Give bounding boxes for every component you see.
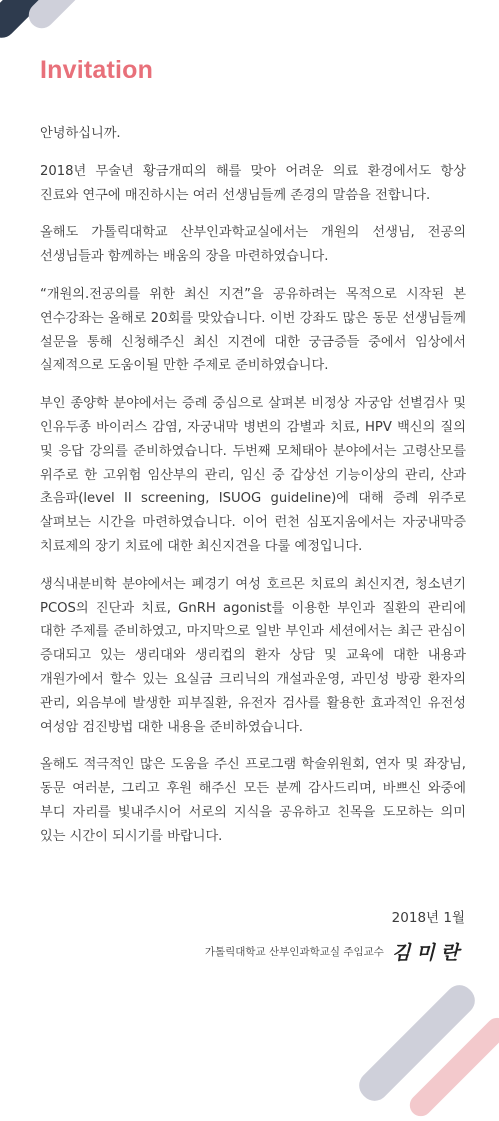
handwritten-signature: 김미란 (391, 942, 465, 964)
letter-date: 2018년 1월 (391, 910, 465, 926)
signature-block (205, 938, 465, 965)
page-title: Invitation (40, 56, 154, 84)
paragraph-gynecologic-oncology: 부인 종양학 분야에서는 증례 중심으로 살펴본 비정상 자궁암 선별검사 및 인유두종 바이러스 감염, 자궁내막 병변의 감별과 치료, HPV 백신의 질의 및 응답 강의를 준비하였습니다. 두번째 모체태아 분야에서는 고령산모를 위주로 한 고위험 임산부의 관리, 임신 중 갑상선 기능이상의 관리, 산과 초음파(level II screening, ISUOG guideline)에 대해 증례 위주로 살펴보는 시간을 마련하였습니다. 이어 런천 심포지움에서는 자궁내막증 치료제의 장기 치료에 대한 최신지견을 다룰 예정입니다. (40, 396, 466, 554)
greeting: 안녕하십니까. (40, 126, 121, 141)
decorative-stripe-light (23, 0, 126, 34)
letter-body (40, 122, 466, 863)
affiliation-title: 가톨릭대학교 산부인과학교실 주임교수 (204, 946, 384, 958)
paragraph-closing: 올해도 적극적인 많은 도움을 주신 프로그램 학술위원회, 연자 및 좌장님, 동문 여러분, 그리고 후원 해주신 모든 분께 감사드리며, 바쁘신 와중에 부디 자리를 빛내주시어 서로의 지식을 공유하고 친목을 도모하는 의미 있는 시간이 되시기를 바랍니다. (40, 757, 466, 844)
paragraph-intro: 2018년 무술년 황금개띠의 해를 맞아 어려운 의료 환경에서도 항상 진료와 연구에 매진하시는 여러 선생님들께 존경의 말씀을 전합니다. (40, 163, 466, 203)
decorative-stripe-grey (353, 979, 480, 1106)
paragraph-department: 올해도 가톨릭대학교 산부인과학교실에서는 개원의 선생님, 전공의 선생님들과 함께하는 배움의 장을 마련하였습니다. (40, 225, 466, 265)
paragraph-reproductive-endocrinology: 생식내분비학 분야에서는 폐경기 여성 호르몬 치료의 최신지견, 청소년기 PCOS의 진단과 치료, GnRH agonist를 이용한 부인과 질환의 관리에 대한 주제를 준비하였고, 마지막으로 일반 부인과 세션에서는 최근 관심이 증대되고 있는 생리대와 생리컵의 환자 상담 및 교육에 대한 내용과 개원가에서 할수 있는 요실금 크리닉의 개설과운영, 과민성 방광 환자의 관리, 외음부에 발생한 피부질환, 유전자 검사를 활용한 효과적인 유전성 여성암 검진방법 대한 내용을 준비하였습니다. (40, 576, 466, 735)
paragraph-course-purpose: “개원의.전공의를 위한 최신 지견”을 공유하려는 목적으로 시작된 본 연수강좌는 올해로 20회를 맞았습니다. 이번 강좌도 많은 동문 선생님들께 설문을 통해 신청해주신 최신 지견에 대한 궁금증들 중에서 임상에서 실제적으로 도움이될 만한 주제로 준비하였습니다. (40, 286, 466, 374)
